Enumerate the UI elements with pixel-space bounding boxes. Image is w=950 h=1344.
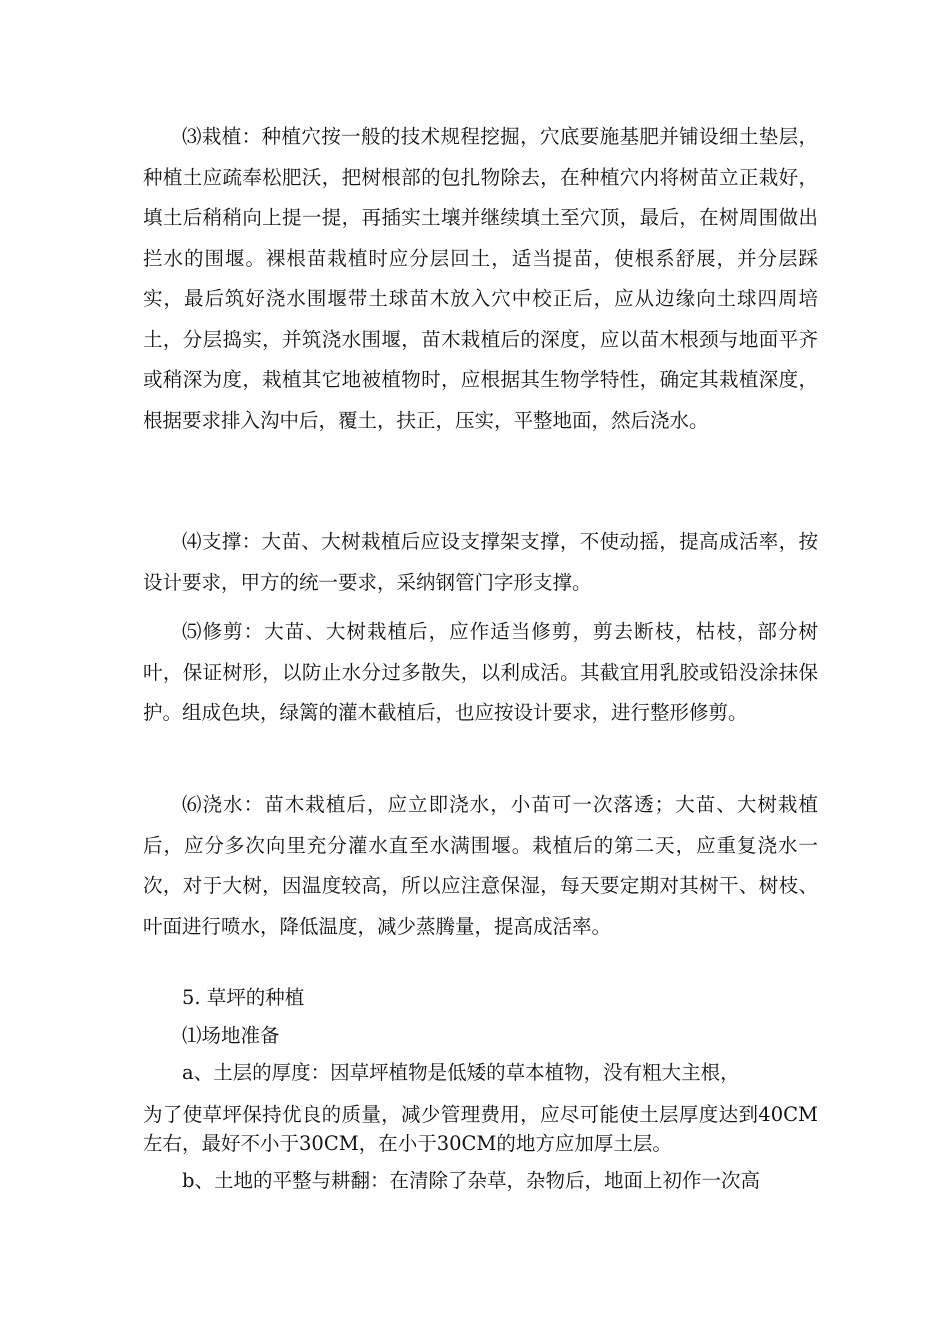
paragraph-watering: ⑹浇水：苗木栽植后，应立即浇水，小苗可一次落透；大苗、大树栽植后，应分多次向里充分灌水直至水满围堰。栽植后的第二天，应重复浇水一次，对于大树，因温度较高，所以应注意保湿，每天要定期对其树干、树枝、叶面进行喷水，降低温度，减少蒸腾量，提高成活率。: [143, 793, 818, 938]
paragraph-soil-thickness-continued: 为了使草坪保持优良的质量，减少管理费用，应尽可能使土层厚度达到40CM左右，最好不小于30CM，在小于30CM的地方应加厚土层。: [143, 1103, 818, 1155]
subheading-site-prep: ⑴场地准备: [182, 1024, 280, 1047]
paragraph-land-leveling: b、土地的平整与耕翻：在清除了杂草，杂物后，地面上初作一次高: [182, 1169, 760, 1192]
section-heading-lawn: 5. 草坪的种植: [182, 986, 305, 1009]
paragraph-support: ⑷支撑：大苗、大树栽植后应设支撑架支撑，不使动摇，提高成活率，按设计要求，甲方的统一要求，采纳钢管门字形支撑。: [143, 530, 818, 594]
paragraph-pruning: ⑸修剪：大苗、大树栽植后，应作适当修剪，剪去断枝，枯枝，部分树叶，保证树形，以防止水分过多散失，以利成活。其截宜用乳胶或铅没涂抹保护。组成色块，绿篱的灌木截植后，也应按设计要求，进行整形修剪。: [143, 620, 818, 724]
paragraph-planting: ⑶栽植：种植穴按一般的技术规程挖掘，穴底要施基肥并铺设细土垫层，种植土应疏奉松肥沃，把树根部的包扎物除去，在种植穴内将树苗立正栽好，填土后稍稍向上提一提，再插实土壤并继续填土至穴顶，最后，在树周围做出拦水的围堰。裸根苗栽植时应分层回土，适当提苗，使根系舒展，并分层踩实，最后筑好浇水围堰带土球苗木放入穴中校正后，应从边缘向土球四周培土，分层捣实，并筑浇水围堰，苗木栽植后的深度，应以苗木根颈与地面平齐或稍深为度，栽植其它地被植物时，应根据其生物学特性，确定其栽植深度，根据要求排入沟中后，覆土，扶正，压实，平整地面，然后浇水。: [143, 125, 818, 432]
paragraph-soil-thickness-first-line: a、土层的厚度：因草坪植物是低矮的草本植物，没有粗大主根，: [182, 1061, 740, 1084]
